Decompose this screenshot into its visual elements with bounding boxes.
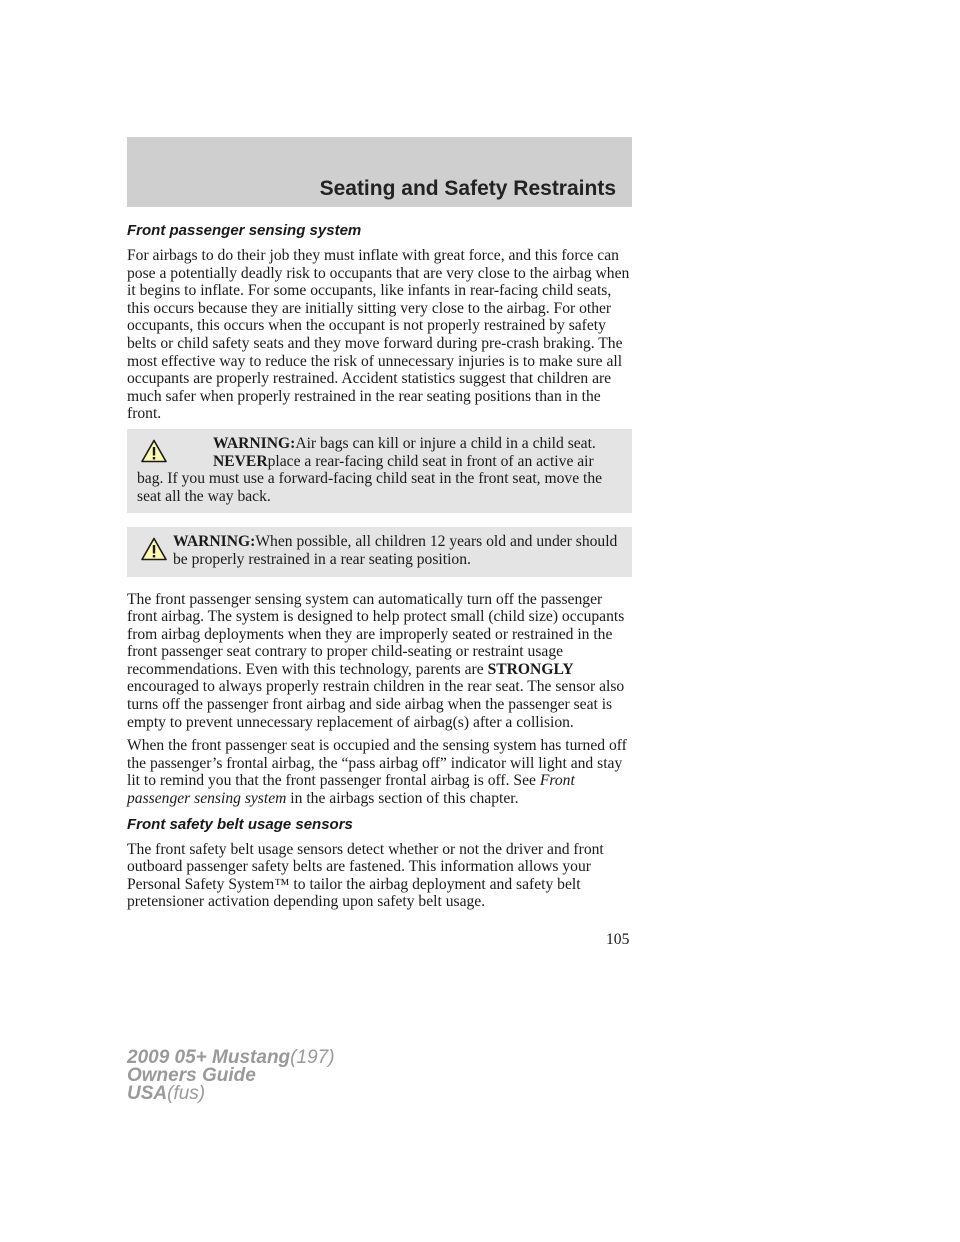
warning-box-child-seat (127, 429, 632, 513)
paragraph-text-continued: encouraged to always properly restrain children in the rear seat. The sensor also turns off the passenger front airbag and side airbag when the passenger seat is empty to prevent unnecessary replacement of airbag(s) after a collision. (127, 678, 625, 731)
warning-text: Air bags can kill or injure a child in a child seat. (295, 434, 596, 452)
page-number: 105 (606, 931, 630, 948)
chapter-header-band (127, 137, 632, 207)
never-emphasis: NEVER (213, 452, 268, 470)
page-content (127, 220, 632, 917)
footer-guide: Owners Guide (127, 1065, 256, 1086)
paragraph-pass-airbag-off (127, 737, 632, 807)
chapter-title: Seating and Safety Restraints (319, 177, 616, 200)
paragraph-airbag-force: For airbags to do their job they must inflate with great force, and this force can pose a potentially deadly risk to occupants that are very close to the airbag when it begins to inflate. For some occupants, like infants in rear-facing child seats, this occurs because they are initially sitting very close to the airbag. For other occupants, this occurs when the occupant is not properly restrained by safety belts or child safety seats and they move forward during pre-crash braking. The most effective way to reduce the risk of unnecessary injuries is to make sure all occupants are properly restrained. Accident statistics suggest that children are much safer when properly restrained in the rear seating positions than in the front. (127, 247, 630, 423)
paragraph-text: When the front passenger seat is occupied and the sensing system has turned off the passenger’s frontal airbag, the “pass airbag off” indicator will light and stay lit to remind you that the front passenger frontal airbag is off. See (127, 737, 627, 790)
warning-triangle-icon (141, 439, 167, 463)
document-footer (127, 1049, 335, 1103)
cross-reference: Front passenger sensing system (127, 772, 575, 808)
footer-market-code: (fus) (167, 1083, 206, 1104)
warning-text: When possible, all children 12 years old and under should be properly restrained in a rear seating position. (173, 533, 618, 568)
footer-model-code: (197) (290, 1047, 335, 1068)
paragraph-text: The front passenger sensing system can automatically turn off the passenger front airbag. The system is designed to help protect small (child size) occupants from airbag deployments when they are improperly seated or restrained in the front passenger seat contrary to proper child-seating or restraint usage recommendations. Even with this technology, parents are (127, 590, 625, 678)
paragraph-text-continued: in the airbags section of this chapter. (290, 790, 519, 808)
warning-box-children-rear (127, 527, 632, 576)
section-heading-passenger-sensing: Front passenger sensing system (127, 222, 362, 239)
strongly-emphasis: STRONGLY (487, 660, 574, 678)
warning-label: WARNING: (213, 434, 296, 452)
warning-triangle-icon (141, 537, 167, 561)
footer-model: 2009 05+ Mustang (127, 1047, 291, 1068)
paragraph-sensing-turn-off (127, 591, 632, 732)
warning-text-continued: place a rear-facing child seat in front of an active air bag. If you must use a forward-facing child seat in the front seat, move the seat all the way back. (137, 452, 603, 505)
footer-market: USA (127, 1083, 168, 1104)
section-heading-belt-sensors: Front safety belt usage sensors (127, 815, 353, 833)
paragraph-belt-sensors: The front safety belt usage sensors detect whether or not the driver and front outboard passenger safety belts are fastened. This information allows your Personal Safety System™ to tailor the airbag deployment and safety belt pretensioner activation depending upon safety belt usage. (127, 840, 604, 911)
warning-label: WARNING: (173, 533, 256, 551)
